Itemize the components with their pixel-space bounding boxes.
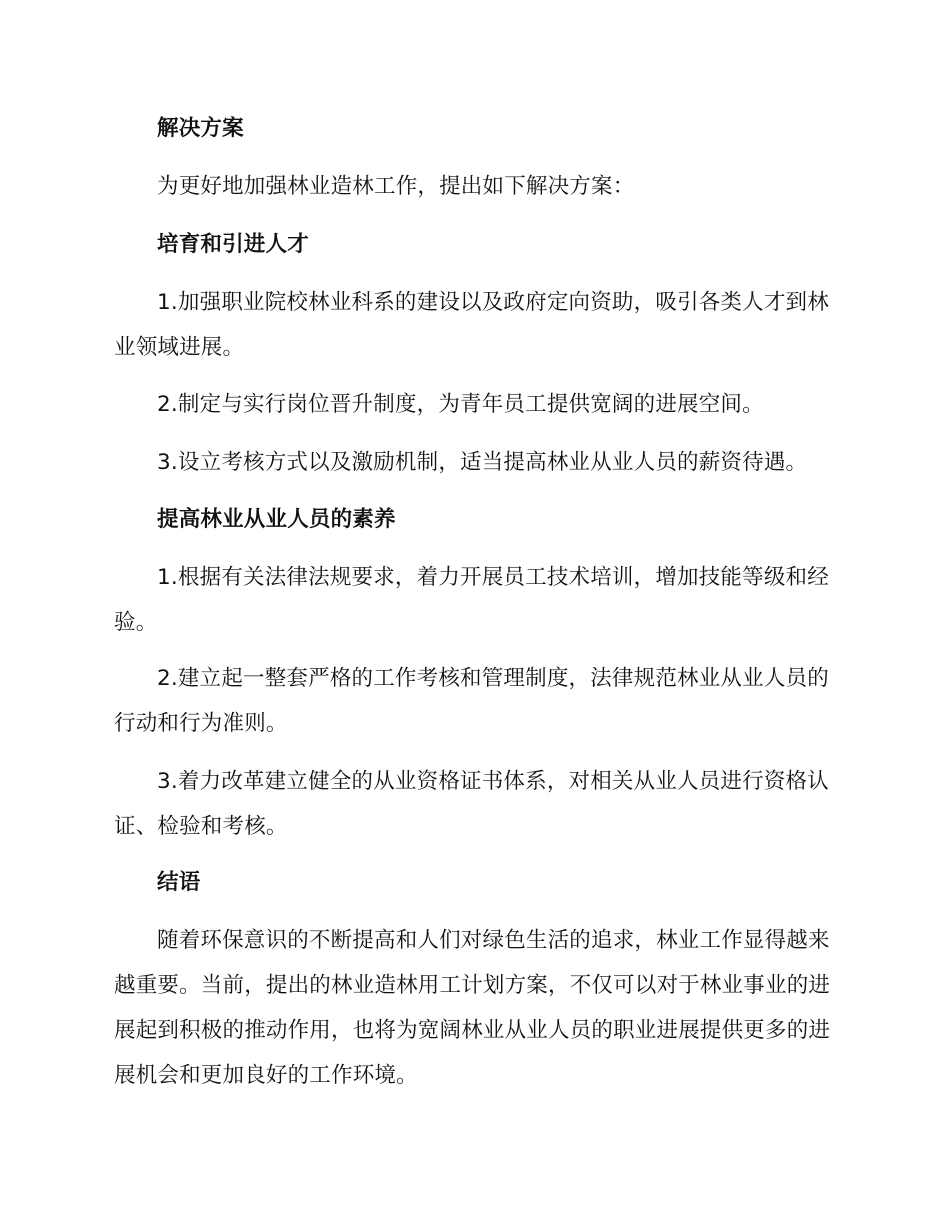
paragraph-line: 2.制定与实行岗位晋升制度，为青年员工提供宽阔的进展空间。 [157,392,764,417]
paragraph-line: 2.建立起一整套严格的工作考核和管理制度，法律规范林业从业人员的 [157,666,829,691]
heading-text: 培育和引进人才 [157,232,309,257]
talent-item-2 [114,382,834,427]
paragraph-line: 3.着力改革建立健全的从业资格证书体系，对相关从业人员进行资格认 [157,769,829,794]
intro-paragraph [114,164,834,209]
quality-item-1 [114,555,834,645]
heading-text: 结语 [157,870,201,895]
section-heading-quality [114,497,834,542]
paragraph-line: 验。 [114,610,158,635]
talent-item-1 [114,280,834,370]
quality-item-2 [114,656,834,746]
section-heading-conclusion [114,860,834,905]
conclusion-paragraph [114,918,834,1098]
paragraph-line: 越重要。当前，提出的林业造林用工计划方案，不仅可以对于林业事业的进 [114,973,831,998]
paragraph-line: 1.根据有关法律法规要求，着力开展员工技术培训，增加技能等级和经 [157,565,829,590]
paragraph-line: 证、检验和考核。 [114,814,288,839]
paragraph-line: 随着环保意识的不断提高和人们对绿色生活的追求，林业工作显得越来 [157,928,830,953]
paragraph-line: 行动和行为准则。 [114,711,288,736]
section-heading-solution [114,106,834,151]
paragraph-line: 展起到积极的推动作用，也将为宽阔林业从业人员的职业进展提供更多的进 [114,1018,831,1043]
talent-item-3 [114,440,834,485]
paragraph-line: 业领域进展。 [114,335,245,360]
section-heading-talent [114,222,834,267]
quality-item-3 [114,759,834,849]
paragraph-line: 3.设立考核方式以及激励机制，适当提高林业从业人员的薪资待遇。 [157,450,808,475]
paragraph-line: 展机会和更加良好的工作环境。 [114,1063,418,1088]
heading-text: 解决方案 [157,116,244,141]
paragraph-line: 1.加强职业院校林业科系的建设以及政府定向资助，吸引各类人才到林 [157,290,829,315]
paragraph-line: 为更好地加强林业造林工作，提出如下解决方案： [157,174,635,199]
heading-text: 提高林业从业人员的素养 [157,507,396,532]
